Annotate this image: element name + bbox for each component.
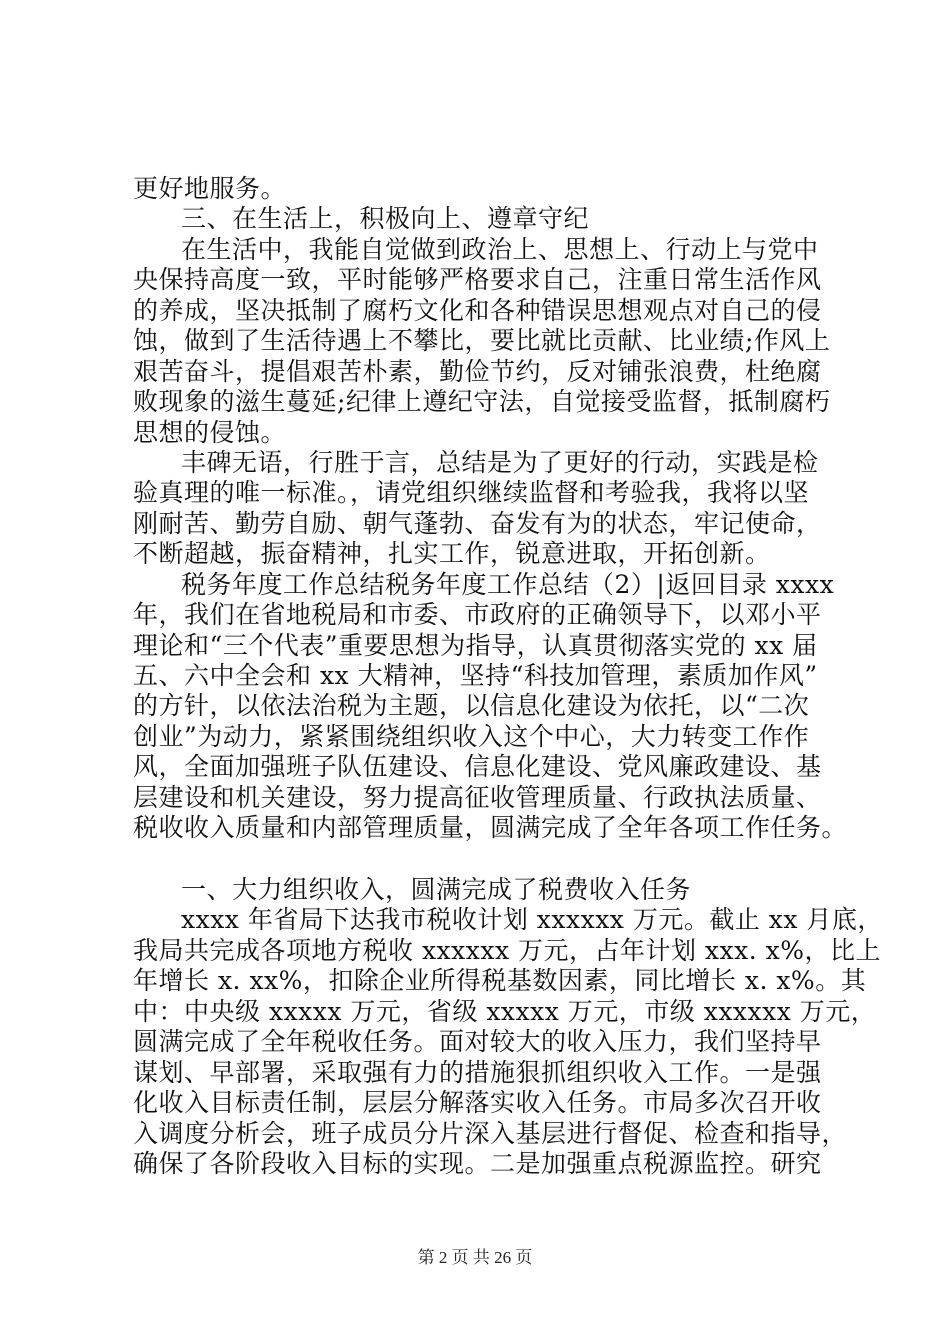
text-line: 我局共完成各项地方税收 xxxxxx 万元，占年计划 xxx. x%，比上: [133, 936, 881, 965]
text-line: 创业”为动力，紧紧围绕组织收入这个中心，大力转变工作作: [133, 722, 810, 751]
text-line: 税务年度工作总结税务年度工作总结（2）|返回目录 xxxx: [181, 570, 835, 599]
text-line: 败现象的滋生蔓延;纪律上遵纪守法，自觉接受监督，抵制腐朽: [133, 387, 831, 416]
section-heading: 一、大力组织收入，圆满完成了税费收入任务: [181, 875, 692, 904]
text-line: 五、六中全会和 xx 大精神，坚持“科技加管理，素质加作风”: [133, 661, 818, 690]
text-line: 的方针，以依法治税为主题，以信息化建设为依托，以“二次: [133, 691, 810, 720]
text-line: 层建设和机关建设，努力提高征收管理质量、行政执法质量、: [133, 783, 822, 812]
text-line: 谋划、早部署，采取强有力的措施狠抓组织收入工作。一是强: [133, 1058, 822, 1087]
text-line: 中：中央级 xxxxx 万元，省级 xxxxx 万元，市级 xxxxxx 万元，: [133, 997, 877, 1026]
text-line: 思想的侵蚀。: [133, 418, 287, 447]
text-line: 刚耐苦、勤劳自励、朝气蓬勃、奋发有为的状态，牢记使命，: [133, 509, 822, 538]
text-line: 丰碑无语，行胜于言，总结是为了更好的行动，实践是检: [181, 448, 819, 477]
text-line: xxxx 年省局下达我市税收计划 xxxxxx 万元。截止 xx 月底，: [181, 905, 883, 934]
text-line: 入调度分析会，班子成员分片深入基层进行督促、检查和指导，: [133, 1119, 848, 1148]
text-line: 年增长 x. xx%，扣除企业所得税基数因素，同比增长 x. x%。其: [133, 966, 867, 995]
text-line: 确保了各阶段收入目标的实现。二是加强重点税源监控。研究: [133, 1149, 822, 1178]
text-line: 税收收入质量和内部管理质量，圆满完成了全年各项工作任务。: [133, 813, 848, 842]
text-line: 风，全面加强班子队伍建设、信息化建设、党风廉政建设、基: [133, 752, 822, 781]
text-line: 不断超越，振奋精神，扎实工作，锐意进取，开拓创新。: [133, 539, 771, 568]
text-line: 艰苦奋斗，提倡艰苦朴素，勤俭节约，反对铺张浪费，杜绝腐: [133, 357, 822, 386]
text-line: 蚀，做到了生活待遇上不攀比，要比就比贡献、比业绩;作风上: [133, 326, 831, 355]
page-footer: 第 2 页 共 26 页: [417, 1248, 533, 1267]
section-heading: 三、在生活上，积极向上、遵章守纪: [181, 204, 590, 233]
text-line: 的养成，坚决抵制了腐朽文化和各种错误思想观点对自己的侵: [133, 296, 822, 325]
text-line: 年，我们在省地税局和市委、市政府的正确领导下，以邓小平: [133, 600, 822, 629]
text-line: 理论和“三个代表”重要思想为指导，认真贯彻落实党的 xx 届: [133, 631, 818, 660]
text-line: 更好地服务。: [133, 174, 287, 203]
text-line: 圆满完成了全年税收任务。面对较大的收入压力，我们坚持早: [133, 1027, 822, 1056]
text-line: 化收入目标责任制，层层分解落实收入任务。市局多次召开收: [133, 1088, 822, 1117]
text-line: 验真理的唯一标准。，请党组织继续监督和考验我，我将以坚: [133, 478, 810, 507]
text-line: 央保持高度一致，平时能够严格要求自己，注重日常生活作风: [133, 265, 822, 294]
text-line: 在生活中，我能自觉做到政治上、思想上、行动上与党中: [181, 235, 819, 264]
